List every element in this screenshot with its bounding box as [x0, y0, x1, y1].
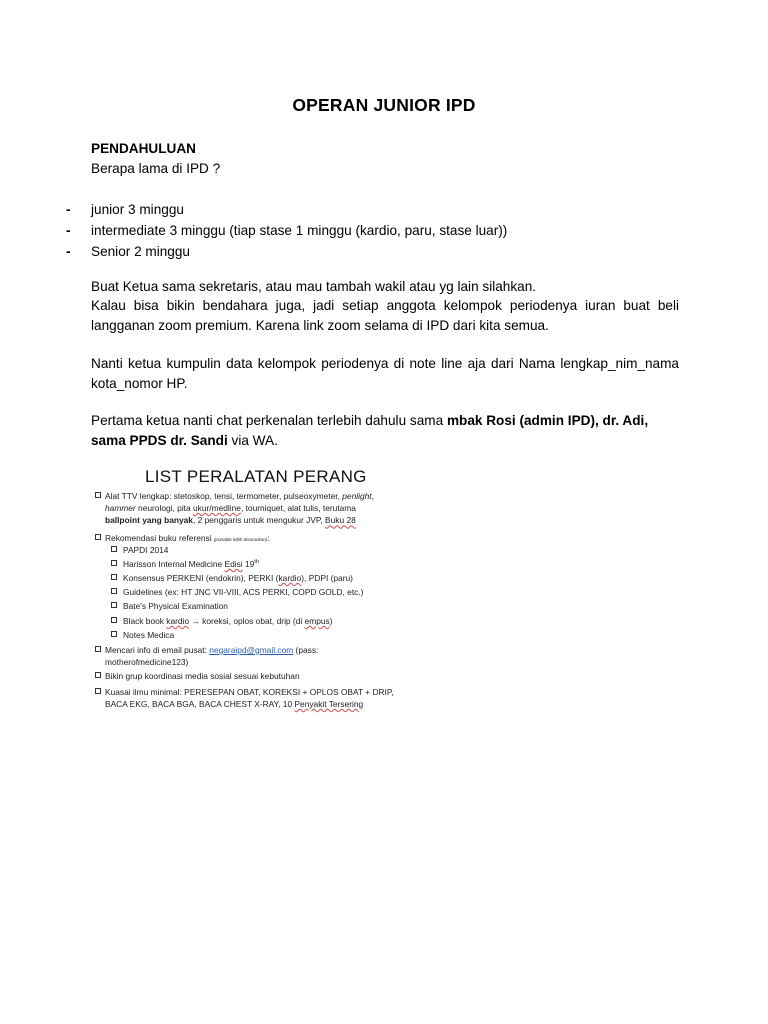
- text: Penyakit Tersering: [294, 699, 364, 710]
- text: ballpoint yang banyak: [105, 515, 193, 526]
- text: Mencari info di email pusat:: [105, 645, 210, 655]
- checkbox-icon: [95, 492, 101, 498]
- text: th: [254, 559, 259, 566]
- paragraph-ketua: Buat Ketua sama sekretaris, atau mau tambah wakil atau yg lain silahkan.: [91, 279, 537, 294]
- text: kardio: [166, 616, 190, 626]
- text: hammer: [105, 503, 136, 514]
- duration-list: [66, 200, 686, 262]
- text: , tourniquet, alat tulis, terutama: [240, 503, 356, 514]
- checkbox-icon: [111, 631, 117, 637]
- item-text: [123, 572, 393, 584]
- checkbox-icon: [111, 574, 117, 580]
- paragraph-data-kelompok: Nanti ketua kumpulin data kelompok periodenya di note line aja dari Nama lengkap_nim_nama kota_nomor HP.: [91, 356, 679, 391]
- item-text: Bate's Physical Examination: [123, 601, 228, 611]
- equipment-list-image: [89, 462, 397, 714]
- text: Rekomendasi buku referensi: [105, 533, 214, 543]
- checkbox-icon: [95, 646, 101, 652]
- text: BACA EKG, BACA BGA, BACA CHEST X-RAY, 10: [105, 699, 295, 710]
- item-text: Notes Medica: [123, 630, 175, 640]
- bullet-dash: -: [66, 222, 71, 238]
- arrow-right-icon: →: [191, 616, 200, 626]
- text: Buku 28: [325, 515, 356, 526]
- item-text: [105, 644, 395, 668]
- list-item: [66, 200, 686, 221]
- bullet-dash: -: [66, 202, 71, 217]
- text: penlight: [342, 491, 372, 501]
- text: 19: [242, 559, 255, 569]
- bullet-text: junior 3 minggu: [91, 202, 184, 217]
- document-title: OPERAN JUNIOR IPD: [292, 95, 476, 115]
- text: (pass:: [293, 645, 319, 655]
- checkbox-icon: [111, 560, 117, 566]
- item-text: [105, 686, 395, 710]
- item-text: Bikin grup koordinasi media sosial sesuai kebutuhan: [105, 671, 300, 681]
- section-heading: PENDAHULUAN: [91, 141, 196, 156]
- text: Harisson Internal Medicine: [123, 559, 225, 569]
- paragraph-bendahara: Kalau bisa bikin bendahara juga, jadi setiap anggota kelompok periodenya iuran buat beli langganan zoom premium. Karena link zoom selama di IPD dari kita semua.: [91, 298, 679, 333]
- text: neurologi, pita: [135, 503, 193, 514]
- text: ): [329, 616, 333, 626]
- item-text: [123, 558, 393, 570]
- text: Black book: [123, 616, 167, 626]
- text: Kuasai ilmu minimal: PERESEPAN OBAT, KOREKSI + OPLOS OBAT + DRIP,: [105, 687, 394, 697]
- checkbox-icon: [95, 688, 101, 694]
- text: :: [267, 533, 270, 543]
- checkbox-icon: [111, 602, 117, 608]
- panel-title: LIST PERALATAN PERANG: [145, 467, 367, 486]
- item-text: PAPDI 2014: [123, 545, 169, 555]
- paragraph-perkenalan: [91, 411, 679, 450]
- checkbox-icon: [111, 617, 117, 623]
- text: (portable lebih disarankan): [213, 537, 268, 542]
- item-text: Guidelines (ex: HT JNC VII-VIII, ACS PERKI, COPD GOLD, etc.): [123, 587, 364, 597]
- text: ), PDPI (paru): [301, 573, 353, 583]
- item-text: [123, 615, 393, 627]
- bullet-text: intermediate 3 minggu (tiap stase 1 minggu (kardio, paru, stase luar)): [91, 222, 508, 238]
- checkbox-icon: [95, 534, 101, 540]
- text: Konsensus PERKENI (endokrin), PERKI (: [123, 573, 279, 583]
- bullet-dash: -: [66, 243, 71, 259]
- text: , 2 penggaris untuk mengukur JVP,: [192, 515, 326, 526]
- list-item: [66, 221, 686, 242]
- text: empus: [304, 616, 330, 626]
- text: koreksi, oplos obat, drip (di: [199, 616, 305, 626]
- bullet-text: Senior 2 minggu: [91, 243, 190, 259]
- email-link[interactable]: negaraipd@gmail.com: [209, 645, 294, 655]
- text: ukur/medline: [193, 503, 241, 514]
- contact-names: mbak Rosi (admin IPD), dr. Adi, sama PPDS dr. Sandi: [91, 413, 649, 448]
- item-text: [105, 490, 395, 527]
- paragraph-text: Pertama ketua nanti chat perkenalan terlebih dahulu sama: [91, 413, 447, 428]
- list-item: [66, 242, 686, 263]
- checkbox-icon: [95, 672, 101, 678]
- checkbox-icon: [111, 588, 117, 594]
- paragraph-text: via WA.: [227, 432, 278, 448]
- text: Alat TTV lengkap: stetoskop, tensi, termometer, pulseoxymeter,: [105, 491, 343, 501]
- text: motherofmedicine123): [105, 657, 189, 668]
- text: ,: [371, 491, 374, 501]
- text: kardio: [278, 573, 302, 583]
- question-text: Berapa lama di IPD ?: [91, 161, 221, 176]
- text: Edisi: [224, 559, 243, 569]
- checkbox-icon: [111, 546, 117, 552]
